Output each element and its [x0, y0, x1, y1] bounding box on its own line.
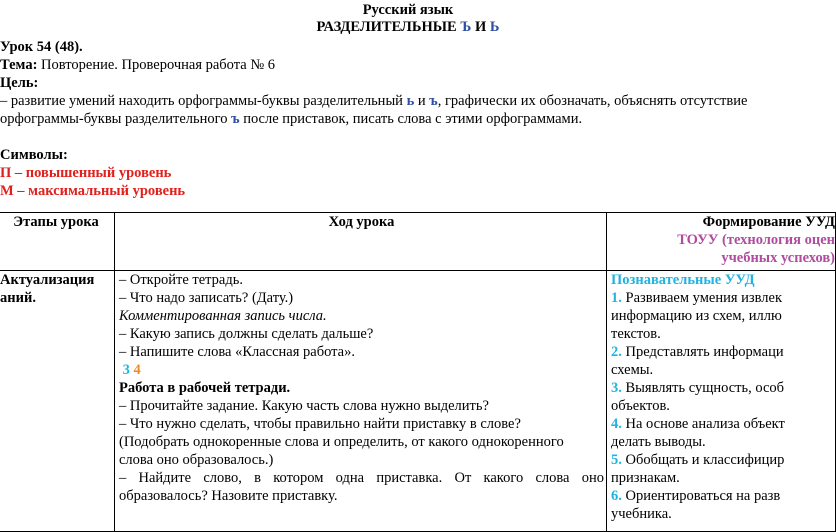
lesson-table [0, 212, 836, 532]
course-line: Комментированная запись числа. [119, 308, 327, 324]
subject-title: Русский язык [362, 2, 454, 18]
theme-label: Тема: [0, 57, 38, 73]
header-course [115, 213, 607, 271]
course-line: – Что нужно сделать, чтобы правильно найти приставку в слове? [119, 416, 521, 432]
course-line: – Найдите слово, в котором одна приставка. От какого слова оно [119, 470, 604, 486]
course-line: – Что надо записать? (Дату.) [119, 290, 294, 306]
uud-item [611, 379, 833, 397]
uud-text: На основе анализа объект [621, 416, 785, 432]
uud-text: схемы. [611, 362, 654, 378]
uud-num: 5. [611, 452, 622, 468]
course-line: (Подобрать однокоренные слова и определить, от какого однокоренного [119, 434, 564, 450]
uud-text: делать выводы. [611, 434, 706, 450]
uud-text: Выявлять сущность, особ [621, 380, 785, 396]
symbols-label: Символы: [0, 147, 68, 163]
goal-text: после приставок, писать слова с этими орфограммами. [239, 111, 583, 127]
hard-sign-inline: ъ [429, 93, 438, 109]
header-course-text: Ход урока [328, 214, 395, 230]
uud-item [611, 487, 833, 505]
course-cell [115, 271, 607, 532]
goal-line-1 [0, 92, 747, 110]
uud-text: учебника. [611, 506, 672, 522]
header-uud-text: Формирование УУД [702, 214, 835, 230]
uud-item [611, 289, 833, 307]
topic-prefix: РАЗДЕЛИТЕЛЬНЫЕ [316, 19, 461, 35]
stage-line-1: Актуализация [0, 272, 95, 288]
goal-text: орфограммы-буквы разделительного [0, 111, 232, 127]
uud-text: Развиваем умения извлек [621, 290, 783, 306]
marker-4: 4 [133, 362, 141, 378]
uud-text: Представлять информаци [621, 344, 784, 360]
goal-line-2 [0, 110, 582, 128]
uud-text: объектов. [611, 398, 670, 414]
header-uud [607, 213, 836, 271]
m-level: М – максимальный уровень [0, 183, 186, 199]
course-line: слова оно образовалось.) [119, 452, 274, 468]
uud-text: информацию из схем, иллю [611, 308, 782, 324]
stage-cell [0, 271, 115, 532]
uud-text: Обобщать и классифицир [621, 452, 785, 468]
goal-text: , графически их обозначать, объяснять отсутствие [437, 93, 748, 109]
course-line: образовалось? Назовите приставку. [119, 488, 338, 504]
goal-text: – развитие умений находить орфограммы-буквы разделительный [0, 93, 407, 109]
uud-text: Ориентироваться на разв [621, 488, 781, 504]
stage-line-2: аний. [0, 290, 36, 306]
uud-item [611, 451, 833, 469]
uud-cell [607, 271, 836, 532]
uud-num: 2. [611, 344, 622, 360]
topic-title [0, 18, 816, 36]
uud-item [611, 343, 833, 361]
course-line: – Напишите слова «Классная работа». [119, 344, 355, 360]
goal-text: и [414, 93, 430, 109]
uud-num: 1. [611, 290, 622, 306]
course-line: – Прочитайте задание. Какую часть слова нужно выделить? [119, 398, 489, 414]
course-line: – Какую запись должны сделать дальше? [119, 326, 374, 342]
soft-sign-letter: Ь [489, 19, 500, 35]
header-stages-text: Этапы урока [13, 214, 99, 230]
uud-num: 6. [611, 488, 622, 504]
course-line: – Откройте тетрадь. [119, 272, 243, 288]
uud-text: признакам. [611, 470, 680, 486]
course-line: Работа в рабочей тетради. [119, 380, 291, 396]
soft-sign-inline: ь [406, 93, 415, 109]
uud-num: 3. [611, 380, 622, 396]
hard-sign-letter: Ъ [460, 19, 472, 35]
lesson-theme [0, 56, 275, 74]
topic-and: И [471, 19, 490, 35]
theme-value: Повторение. Проверочная работа № 6 [37, 57, 276, 73]
level-markers [119, 361, 604, 379]
uud-title: Познавательные УУД [611, 272, 755, 288]
header-toou-line2: учебных успехов) [721, 250, 835, 266]
header-stages [0, 213, 115, 271]
lesson-number: Урок 54 (48). [0, 39, 83, 55]
hard-sign-inline: ъ [231, 111, 240, 127]
goal-label: Цель: [0, 75, 39, 91]
marker-3: 3 [122, 362, 130, 378]
uud-item [611, 415, 833, 433]
uud-num: 4. [611, 416, 622, 432]
uud-text: текстов. [611, 326, 661, 342]
p-level: П – повышенный уровень [0, 165, 172, 181]
header-toou-line1: ТОУУ (технология оцен [677, 232, 835, 248]
